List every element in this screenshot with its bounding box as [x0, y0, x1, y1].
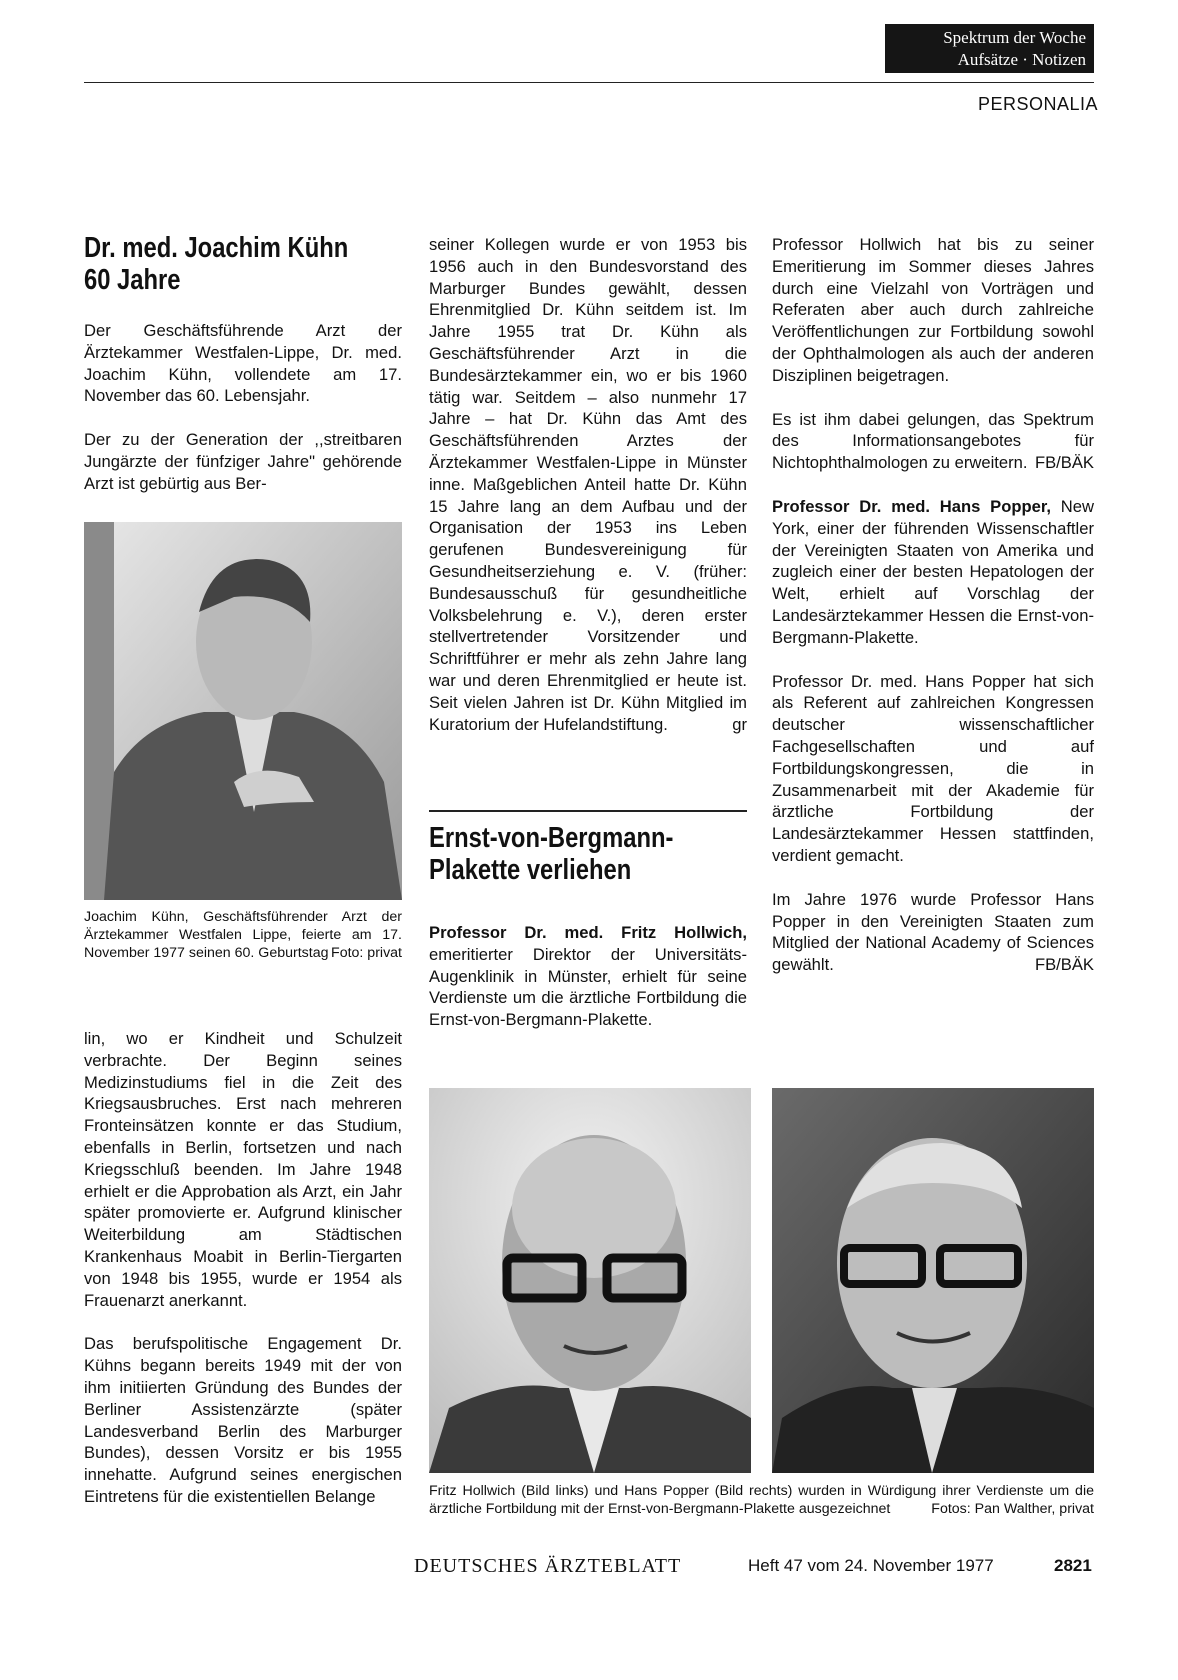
caption-text: Joachim Kühn, Geschäftsführender Arzt der Ärztekammer Westfalen Lippe, feierte am 17. November 1977 seinen 60. Geburtstag	[84, 909, 402, 961]
article1-body-col2	[429, 234, 747, 735]
paragraph-text: seiner Kollegen wurde er von 1953 bis 1956 auch in den Bundesvorstand des Marburger Bundes gewählt, dessen Ehrenmitglied Dr. Kühn seitdem ist. Im Jahre 1955 trat Dr. Kühn als Geschäftsführender Arzt in die Bundesärztekammer ein, wo er bis 1960 tätig war. Seitdem – also nunmehr 17 Jahre – hat Dr. Kühn das Amt des Geschäftsführenden Arztes der Ärztekammer Westfalen-Lippe in Münster inne. Maßgeblichen Anteil hatte Dr. Kühn 15 Jahre lang an dem Aufbau und der Organisation der 1953 ins Leben gerufenen Bundesvereinigung für Gesundheitserziehung e. V. (früher: Bundesausschuß für gesundheitliche Volksbelehrung e. V.), deren erster stellvertretender Vorsitzender und Schriftführer er mehr als zehn Jahre lang war und deren Ehrenmitglied er heute ist. Seit vielen Jahren ist Dr. Kühn Mitglied im Kuratorium der Hufelandstiftung.	[429, 235, 747, 734]
paragraph-text: New York, einer der führenden Wissenschaftler der Vereinigten Staaten von Amerika und zugleich einer der besten Hepatologen der Welt, erhielt auf Vorschlag der Landesärztekammer Hessen die Ernst-von-Bergmann-Plakette.	[772, 496, 1094, 647]
journal-name: DEUTSCHES ÄRZTEBLATT	[414, 1555, 682, 1577]
person-name: Professor Dr. med. Hans Popper,	[772, 496, 1051, 516]
author-signature: gr	[732, 714, 747, 734]
paragraph: lin, wo er Kindheit und Schulzeit verbrachte. Der Beginn seines Medizinstudiums fiel in die Zeit des Kriegsausbruches. Erst nach mehreren Fronteinsätzen konnte er das Studium, ebenfalls in Berlin, fortsetzen und nach Kriegsschluß beenden. Im Jahre 1948 erhielt er die Approbation als Arzt, ein Jahr später promovierte er. Aufgrund klinischer Weiterbildung am Städtischen Krankenhaus Moabit in Berlin-Tiergarten von 1948 bis 1955, wurde er 1954 als Frauenarzt anerkannt.	[84, 1029, 402, 1310]
paragraph: Professor Dr. med. Hans Popper hat sich als Referent auf zahlreichen Kongressen deutscher wissenschaftlicher Fachgesellschaften und auf Fortbildungskongressen, die in Zusammenarbeit mit der Akademie für ärztliche Fortbildung der Landesärztekammer Hessen stattfinden, verdient gemacht.	[772, 671, 1094, 865]
headline-line-1: Ernst-von-Bergmann-	[429, 822, 674, 854]
paragraph	[772, 889, 1094, 976]
photos-caption	[429, 1482, 1094, 1518]
photo-hans-popper	[772, 1088, 1094, 1473]
headline-line-2: 60 Jahre	[84, 264, 181, 296]
badge-line-1: Spektrum der Woche	[943, 28, 1086, 47]
issue-info: Heft 47 vom 24. November 1977	[748, 1556, 994, 1575]
paragraph	[429, 234, 747, 735]
photo-credit: Foto: privat	[331, 945, 402, 961]
header-rule	[84, 82, 1094, 83]
paragraph: Das berufspolitische Engagement Dr. Kühns begann bereits 1949 mit der von ihm initiierten Gründung des Bundes der Berliner Assistenzärzte (später Landesverband Berlin des Marburger Bundes), dessen Vorsitz er bis 1955 innehatte. Aufgrund seines energischen Eintretens für die existentiellen Belange	[84, 1334, 402, 1506]
badge-line-2: Aufsätze · Notizen	[957, 50, 1086, 69]
paragraph-text: Im Jahre 1976 wurde Professor Hans Popper in den Vereinigten Staaten zum Mitglied der National Academy of Sciences gewählt.	[772, 889, 1094, 975]
article2-intro	[429, 922, 747, 1031]
caption-text: Fritz Hollwich (Bild links) und Hans Popper (Bild rechts) wurden in Würdigung ihrer Verdienste um die ärztliche Fortbildung mit der Ernst-von-Bergmann-Plakette ausgezeichnet	[429, 1483, 1094, 1517]
paragraph	[772, 409, 1094, 474]
article1-intro	[84, 320, 402, 495]
article-divider	[429, 810, 747, 812]
headline-line-2: Plakette verliehen	[429, 854, 632, 886]
paragraph: Der zu der Generation der ,,streitbaren Jungärzte der fünfziger Jahre" gehörende Arzt ist gebürtig aus Ber-	[84, 430, 402, 493]
paragraph: Professor Hollwich hat bis zu seiner Emeritierung im Sommer dieses Jahres durch eine Vielzahl von Vorträgen und Referaten aber auch durch zahlreiche Veröffentlichungen zur Fortbildung sowohl der Ophthalmologen als auch der anderen Disziplinen beigetragen.	[772, 235, 1094, 385]
page-number: 2821	[1054, 1556, 1092, 1575]
headline-line-1: Dr. med. Joachim Kühn	[84, 232, 349, 264]
article1-body-col1	[84, 1028, 402, 1508]
photo-caption	[84, 908, 402, 962]
author-signature: FB/BÄK	[1034, 453, 1094, 473]
article2-body-col3	[772, 234, 1094, 976]
paragraph-text: emeritierter Direktor der Universitäts-Augenklinik in Münster, erhielt für seine Verdienste um die ärztliche Fortbildung die Ernst-von-Bergmann-Plakette.	[429, 944, 747, 1030]
photo-fritz-hollwich	[429, 1088, 751, 1473]
paragraph	[772, 496, 1094, 649]
paragraph-text: Es ist ihm dabei gelungen, das Spektrum des Informationsangebotes für Nichtophthalmologen zu erweitern.	[772, 409, 1094, 473]
photo-credit: Fotos: Pan Walther, privat	[931, 1501, 1094, 1517]
section-tag: PERSONALIA	[977, 94, 1098, 114]
person-name: Professor Dr. med. Fritz Hollwich,	[429, 923, 747, 942]
article2-headline	[429, 822, 747, 886]
section-badge	[885, 24, 1094, 73]
paragraph: Der Geschäftsführende Arzt der Ärztekammer Westfalen-Lippe, Dr. med. Joachim Kühn, vollendete am 17. November das 60. Lebensjahr.	[84, 321, 402, 406]
article1-headline	[84, 232, 404, 296]
photo-joachim-kuehn	[84, 522, 402, 900]
paragraph	[429, 922, 747, 1031]
author-signature: FB/BÄK	[1034, 955, 1094, 975]
